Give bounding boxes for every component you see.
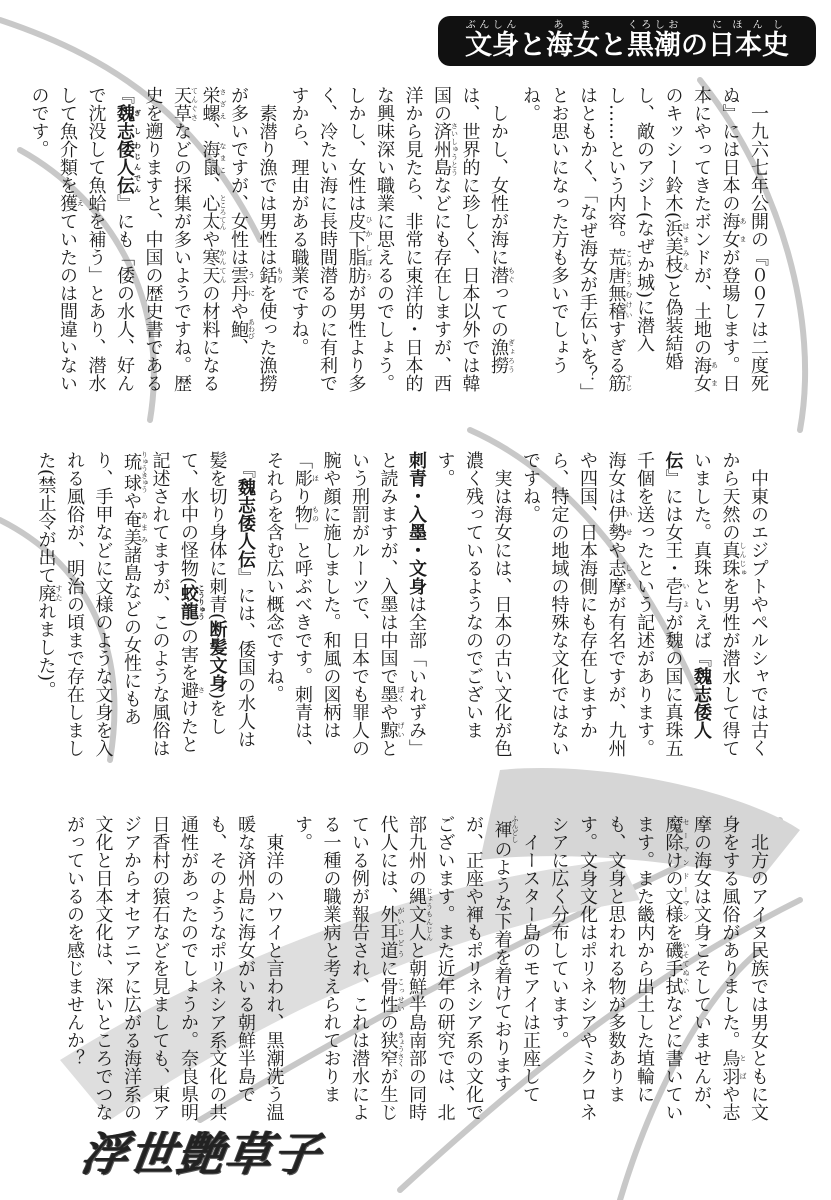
ruby-word: 浜美枝はまみえ: [662, 219, 690, 274]
title-particle: と: [600, 30, 627, 61]
paragraph: 『魏志倭人伝』には、倭国の水人は髪を切り身体に刺青(断髪文身)をして、水中の怪物(蛟龍こうりゅう)の害を避さけたと記述されてますが、このような風俗は琉球りゅうきゅうや奄美あまみ諸島などの女性にもあり、手甲などに文様のような文身を入れる風俗が、明治の頃まで存在しました(禁止令が出て廃すたれました)。: [35, 451, 256, 757]
ruby-word: 済州島さいしゅうとう: [431, 122, 459, 176]
title-word: 日本史にほんし: [708, 20, 789, 61]
paragraph: 素潜り漁では男性は銛もりを使った漁撈が多いですが、女性は雲丹うにや鮑あわび、栄螺さざえ、海鼠なまこ、心太ところてんや寒天かんてんの材料になる天草てんぐさなどの採集が多いようですね。歴史を遡りますと、中国の歴史書である『魏志ぎし倭人伝わじんでん』にも「倭の水人、好んで沈没して魚蛤を補う」とあり、潜水して魚介類を獲えていたのは間違いないのです。: [28, 86, 284, 392]
ruby-word: 廃すた: [35, 584, 63, 603]
ruby-word: 漁撈ぎょろう: [488, 338, 516, 374]
title-furigana: あま: [546, 20, 600, 31]
ruby-word: 黥げい: [377, 721, 405, 739]
ruby-word: 心太ところてん: [199, 194, 227, 230]
article-body-bottom-tier: [64, 815, 772, 1121]
series-logo: 浮世艶草子: [77, 1127, 326, 1181]
ruby-word: 寒天かんてん: [199, 248, 227, 284]
paragraph: イースター島のモアイは正座して褌ふんどしのような下着を着けておりますが、正座や褌もポリネシア系の文化でございます。また近年の研究では、北部九州の縄文人じょうもんじんと朝鮮半島南部の同時代人には、外耳道がいじどうに骨性こっせいの狭窄きょうさくが生じている例が報告され、これは潜水による一種の職業病と考えられております。: [292, 815, 541, 1121]
ruby-word: 皮下脂肪ひかしぼう: [345, 212, 373, 284]
ruby-word: 壱与いよ: [662, 577, 690, 613]
title-word: 黒潮くろしお: [627, 20, 681, 61]
ruby-word: 雲丹うに: [228, 266, 256, 302]
paragraph: 刺青・入墨・文身は全部「いれずみ」と読みますが、入墨は中国で墨ぼくや黥げいという刑罰がルーツで、日本でも罪人の腕や顔に施しました。和風の図柄は「彫ほり物もの」と呼ぶべきです。刺青は、それらを含む広い概念ですね。: [263, 451, 427, 757]
title-furigana: ぶんしん: [465, 20, 519, 31]
ruby-word: 伊勢いせ: [605, 505, 633, 541]
article-body-middle-tier: [35, 451, 772, 757]
ruby-word: 栄螺さざえ: [199, 86, 227, 122]
emphasis: 魏志倭人伝: [235, 478, 256, 568]
ruby-word: 海女あま: [691, 356, 719, 392]
paragraph: 東洋のハワイと言われ、黒潮洗う温暖な済州島に海女がいる朝鮮半島でも、そのようなポリネシア系文化の共通性があったのでしょうか。奈良県明日香村の猿石などを見ましても、東アジアからオセアニアに広がる海洋系の文化と日本文化は、深いところでつながっているのを感じませんか？: [64, 815, 285, 1121]
paragraph: 北方のアイヌ民族では男女ともに文身をする風俗がありました。鳥羽とばや志摩の海女は文身こそしていませんが、魔除けの文様セーマンドーマンを磯手拭いそてぬぐいなどに書いています。また畿内から出土した埴輪にも、文身と思われる物が多数あります。文身文化はポリネシアやミクロネシアに広く分布しています。: [548, 815, 769, 1121]
ruby-word: 鮑あわび: [228, 318, 256, 340]
ruby-word: 骨性こっせい: [377, 977, 405, 1013]
ruby-word: 魔除けの文様セーマンドーマン: [662, 815, 690, 923]
title-word: 文身ぶんしん: [465, 20, 519, 61]
ruby-word: 磯手拭いそてぬぐい: [662, 941, 690, 995]
ruby-word: 縄文人じょうもんじん: [406, 887, 434, 941]
ruby-word: 真珠しんじゅ: [719, 541, 747, 577]
paragraph: 中東のエジプトやペルシャでは古くから天然の真珠しんじゅを男性が潜水して得ていました。真珠といえば『魏志倭人伝』には女王・壱与いよが魏の国に真珠五千個を送ったという記述があります。海女は伊勢いせや志摩しまが有名ですが、九州や四国、日本海側にも存在しますから、特定の地域の特殊な文化ではないですね。: [520, 451, 769, 757]
ruby-word: 墨ぼく: [377, 685, 405, 703]
paragraph: 一九六七年公開の『００７は二度死ぬ』には日本の海女あまが登場します。日本にやってきたボンドが、土地の海女あまのキッシー鈴木(浜美枝はまみえ)と偽装結婚し、敵のアジト(なぜか城)に潜入し……という内容。荒唐無稽こうとうむけいすぎる筋すじはともかく、「なぜ海女が手伝いを？」とお思いになった方も多いでしょうね。: [520, 86, 769, 392]
ruby-word: 鳥羽とば: [719, 1049, 747, 1085]
title-particle: と: [519, 30, 546, 61]
emphasis: 魏志倭人伝: [662, 451, 712, 739]
ruby-word: 狭窄きょうさく: [377, 1031, 405, 1067]
ruby-word: 銛もり: [256, 266, 284, 284]
ruby-word: 獲え: [57, 194, 85, 212]
title-furigana: にほんし: [708, 20, 789, 31]
ruby-word: 海女あま: [719, 212, 747, 248]
ruby-word: 魏志ぎし: [114, 104, 142, 140]
emphasis: [178, 584, 206, 621]
ruby-word: 外耳道がいじどう: [377, 905, 405, 959]
title-particle: の: [681, 30, 708, 61]
ruby-word: 荒唐無稽こうとうむけい: [605, 248, 633, 320]
emphasis: [114, 104, 142, 194]
article-body-top-tier: [28, 86, 772, 392]
ruby-word: 奄美あまみ: [121, 509, 149, 546]
emphasis: 断髪文身: [206, 620, 228, 693]
ruby-word: 彫ほ: [292, 469, 320, 487]
title-furigana: くろしお: [627, 20, 681, 31]
paragraph: しかし、女性が海に潜もぐっての漁撈ぎょろうは、世界的に珍しく、日本以外では韓国の済州島さいしゅうとうなどにも存在しますが、西洋から見たら、非常に東洋的・日本的な興味深い職業に思えるのでしょう。しかし、女性は皮下脂肪ひかしぼうが男性より多く、冷たい海に長時間潜るのに有利ですから、理由がある職業ですね。: [288, 86, 516, 392]
ruby-word: 倭人伝わじんでん: [114, 140, 142, 194]
ruby-word: 褌ふんどし: [491, 815, 519, 843]
ruby-word: 避さ: [178, 681, 206, 700]
paragraph: 実は海女には、日本の古い文化が色濃く残っているようなのでございます。: [434, 451, 513, 757]
ruby-word: 志摩しま: [605, 559, 633, 595]
ruby-word: 海鼠なまこ: [199, 140, 227, 176]
emphasis: 刺青・入墨・文身: [406, 451, 427, 595]
ruby-word: 蛟龍こうりゅう: [178, 584, 206, 621]
article-title: [438, 16, 816, 66]
ruby-word: 筋すじ: [605, 374, 633, 392]
ruby-word: 潜もぐ: [488, 266, 516, 284]
title-word: 海女あま: [546, 20, 600, 61]
ruby-word: 物もの: [292, 505, 320, 523]
ruby-word: 琉球りゅうきゅう: [121, 451, 149, 493]
ruby-word: 天草てんぐさ: [171, 86, 199, 122]
